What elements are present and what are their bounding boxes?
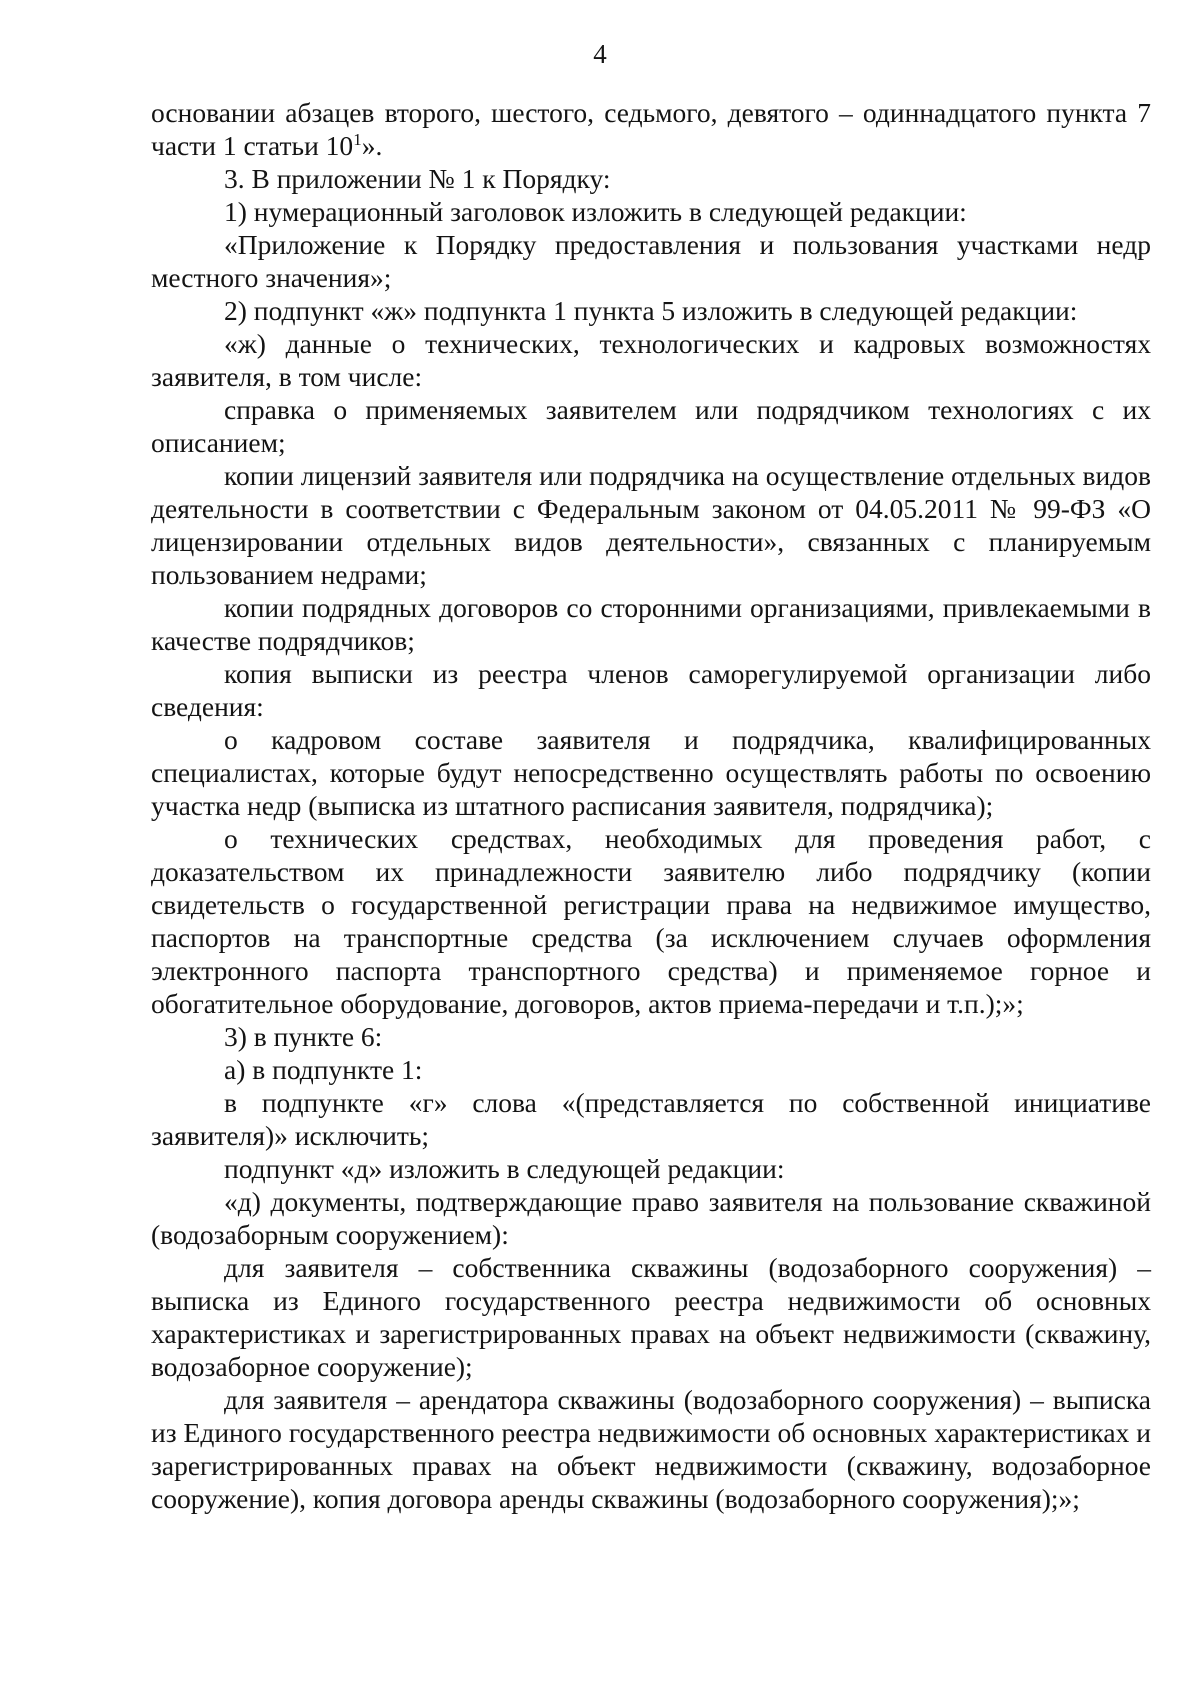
page-number: 4 [593, 39, 607, 69]
paragraph-9: копии подрядных договоров со сторонними организациями, привлекаемыми в качестве подрядчиков; [151, 592, 1151, 656]
paragraph-11: о кадровом составе заявителя и подрядчика, квалифицированных специалистах, которые будут непосредственно осуществлять работы по освоению участка недр (выписка из штатного расписания заявителя, подрядчика); [151, 724, 1151, 821]
paragraph-7: справка о применяемых заявителем или подрядчиком технологиях с их описанием; [151, 394, 1151, 458]
paragraph-18: для заявителя – собственника скважины (водозаборного сооружения) – выписка из Единого государственного реестра недвижимости об основных характеристиках и зарегистрированных правах на объект недвижимости (скважину, водозаборное сооружение); [151, 1252, 1151, 1382]
paragraph-1 [151, 96, 1151, 162]
paragraph-12: о технических средствах, необходимых для проведения работ, с доказательством их принадлежности заявителю либо подрядчику (копии свидетельств о государственной регистрации права на недвижимое имущество, паспортов на транспортные средства (за исключением случаев оформления электронного паспорта транспортного средства) и применяемое горное и обогатительное оборудование, договоров, актов приема-передачи и т.п.);»; [151, 823, 1151, 1019]
paragraph-10: копия выписки из реестра членов саморегулируемой организации либо сведения: [151, 658, 1151, 722]
paragraph-14: а) в подпункте 1: [224, 1054, 423, 1085]
paragraph-1-ending: ». [361, 130, 383, 161]
superscript-one: 1 [353, 129, 362, 149]
paragraph-8: копии лицензий заявителя или подрядчика на осуществление отдельных видов деятельности в соответствии с Федеральным законом от 04.05.2011 № 99-ФЗ «О лицензировании отдельных видов деятельности», связанных с планируемым пользованием недрами; [151, 460, 1151, 590]
paragraph-16: подпункт «д» изложить в следующей редакции: [224, 1153, 785, 1184]
paragraph-17: «д) документы, подтверждающие право заявителя на пользование скважиной (водозаборным сооружением): [151, 1186, 1151, 1250]
paragraph-5: 2) подпункт «ж» подпункта 1 пункта 5 изложить в следующей редакции: [224, 295, 1078, 326]
paragraph-15: в подпункте «г» слова «(представляется по собственной инициативе заявителя)» исключить; [151, 1087, 1151, 1151]
paragraph-1-text: основании абзацев второго, шестого, седьмого, девятого – одиннадцатого пункта 7 части 1 статьи 10 [151, 97, 1151, 161]
paragraph-13: 3) в пункте 6: [224, 1021, 383, 1052]
document-body [151, 96, 1151, 1515]
paragraph-19: для заявителя – арендатора скважины (водозаборного сооружения) – выписка из Единого государственного реестра недвижимости об основных характеристиках и зарегистрированных правах на объект недвижимости (скважину, водозаборное сооружение), копия договора аренды скважины (водозаборного сооружения);»; [151, 1384, 1151, 1514]
paragraph-2: 3. В приложении № 1 к Порядку: [224, 163, 611, 194]
paragraph-3: 1) нумерационный заголовок изложить в следующей редакции: [224, 196, 967, 227]
paragraph-6: «ж) данные о технических, технологических и кадровых возможностях заявителя, в том числе: [151, 328, 1151, 392]
paragraph-4: «Приложение к Порядку предоставления и пользования участками недр местного значения»; [151, 229, 1151, 293]
